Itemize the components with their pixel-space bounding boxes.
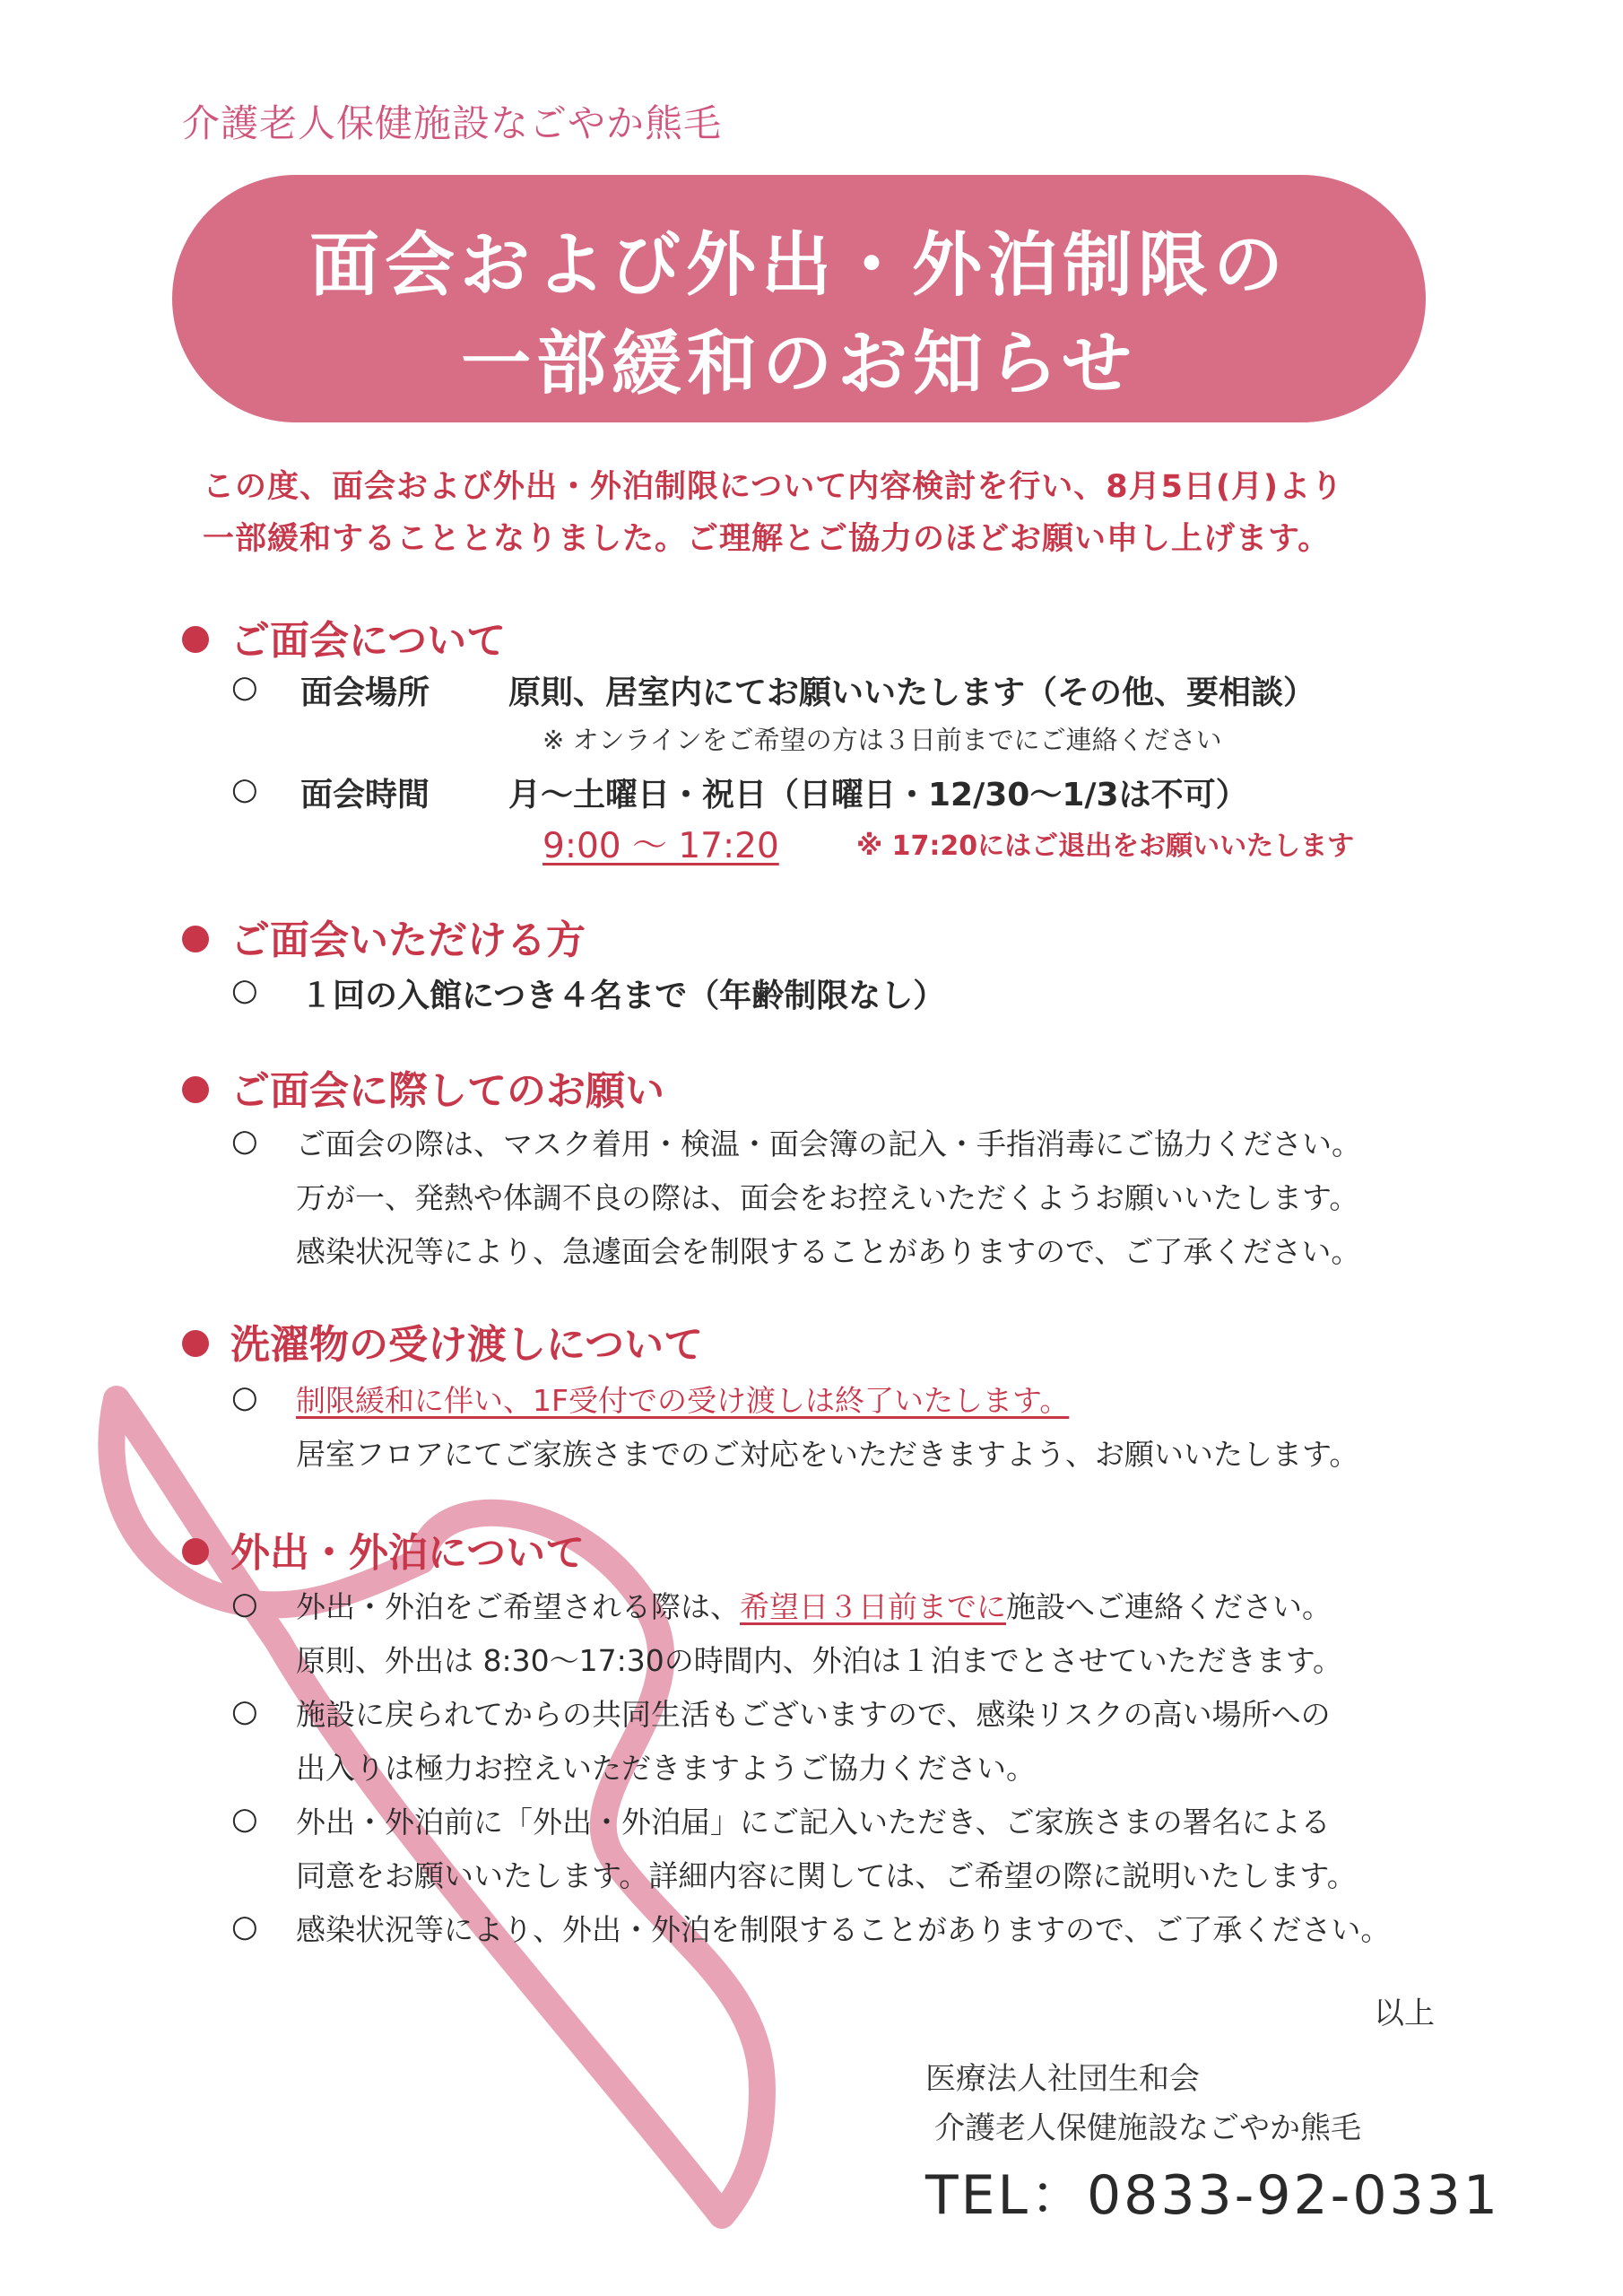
bullet-dot-icon [182, 1076, 209, 1103]
outing-item-1-line-1 [296, 1584, 1332, 1626]
circle-bullet-icon: ○ [231, 669, 258, 705]
section-title: ご面会に際してのお願い [230, 1068, 664, 1114]
outing-item-1-pre: 外出・外泊をご希望される際は、 [296, 1589, 740, 1624]
circle-bullet-icon: ○ [231, 1123, 258, 1159]
footer-facility: 介護老人保健施設なごやか熊毛 [934, 2110, 1361, 2146]
intro-line-1: この度、面会および外出・外泊制限について内容検討を行い、8月5日(月)より [203, 469, 1344, 505]
requests-line-3: 感染状況等により、急遽面会を制限することがありますので、ご了承ください。 [296, 1234, 1361, 1269]
section-title: 外出・外泊について [230, 1530, 586, 1576]
section-title: ご面会について [230, 618, 507, 664]
bullet-dot-icon [182, 926, 209, 952]
footer-tel: TEL：0833-92-0331 [925, 2164, 1501, 2227]
visit-time-range: 9:00 ～ 17:20 [542, 826, 779, 866]
circle-bullet-icon: ○ [231, 1909, 258, 1944]
online-note: ※ オンラインをご希望の方は３日前までにご連絡ください [542, 725, 1222, 755]
outing-item-3-line-2: 同意をお願いいたします。詳細内容に関しては、ご希望の際に説明いたします。 [296, 1858, 1357, 1893]
section-heading-requests [182, 1058, 664, 1116]
visit-place-label: 面会場所 [300, 674, 430, 711]
bullet-dot-icon [182, 1538, 209, 1565]
section-heading-visitors [182, 908, 586, 965]
visit-time-value: 月～土曜日・祝日（日曜日・12/30～1/3は不可） [508, 777, 1248, 813]
footer-org: 医療法人社団生和会 [925, 2061, 1200, 2097]
section-heading-outing [182, 1520, 585, 1578]
requests-line-2: 万が一、発熱や体調不良の際は、面会をお控えいただくようお願いいたします。 [296, 1180, 1359, 1215]
outing-deadline-highlight: 希望日３日前までに [740, 1589, 1006, 1624]
closing-mark: 以上 [1374, 1996, 1435, 2031]
circle-bullet-icon: ○ [231, 972, 258, 1008]
requests-line-1: ご面会の際は、マスク着用・検温・面会簿の記入・手指消毒にご協力ください。 [296, 1126, 1361, 1161]
circle-bullet-icon: ○ [231, 1379, 258, 1415]
circle-bullet-icon: ○ [231, 771, 258, 807]
bullet-dot-icon [182, 1330, 209, 1357]
visit-place-value: 原則、居室内にてお願いいたします（その他、要相談） [508, 674, 1316, 711]
outing-item-2-line-2: 出入りは極力お控えいただきますようご協力ください。 [296, 1751, 1036, 1786]
visit-time-note: ※ 17:20にはご退出をお願いいたします [856, 831, 1355, 862]
visitors-item: １回の入館につき４名まで（年齢制限なし） [300, 978, 946, 1014]
section-title: ご面会いただける方 [230, 918, 586, 963]
circle-bullet-icon: ○ [231, 1586, 258, 1622]
section-title: 洗濯物の受け渡しについて [230, 1322, 704, 1368]
circle-bullet-icon: ○ [231, 1801, 258, 1837]
section-heading-visit [182, 608, 506, 665]
title-banner [172, 175, 1426, 422]
title-line-1: 面会および外出・外泊制限の [308, 225, 1289, 306]
facility-name-header: 介護老人保健施設なごやか熊毛 [182, 101, 723, 145]
bullet-dot-icon [182, 626, 209, 653]
laundry-line-1: 制限緩和に伴い、1F受付での受け渡しは終了いたします。 [296, 1383, 1070, 1418]
outing-item-4: 感染状況等により、外出・外泊を制限することがありますので、ご了承ください。 [296, 1912, 1391, 1947]
outing-item-1-post: 施設へご連絡ください。 [1006, 1589, 1332, 1624]
visit-time-label: 面会時間 [300, 777, 430, 813]
title-line-2: 一部緩和のお知らせ [461, 324, 1137, 404]
laundry-line-2: 居室フロアにてご家族さまでのご対応をいただきますよう、お願いいたします。 [296, 1437, 1359, 1472]
outing-item-1-line-2: 原則、外出は 8:30～17:30の時間内、外泊は１泊までとさせていただきます。 [296, 1643, 1343, 1678]
outing-item-2-line-1: 施設に戻られてからの共同生活もございますので、感染リスクの高い場所への [296, 1697, 1331, 1732]
section-heading-laundry [182, 1312, 703, 1370]
intro-line-2: 一部緩和することとなりました。ご理解とご協力のほどお願い申し上げます。 [203, 521, 1331, 557]
outing-item-3-line-1: 外出・外泊前に「外出・外泊届」にご記入いただき、ご家族さまの署名による [296, 1805, 1331, 1839]
circle-bullet-icon: ○ [231, 1693, 258, 1729]
